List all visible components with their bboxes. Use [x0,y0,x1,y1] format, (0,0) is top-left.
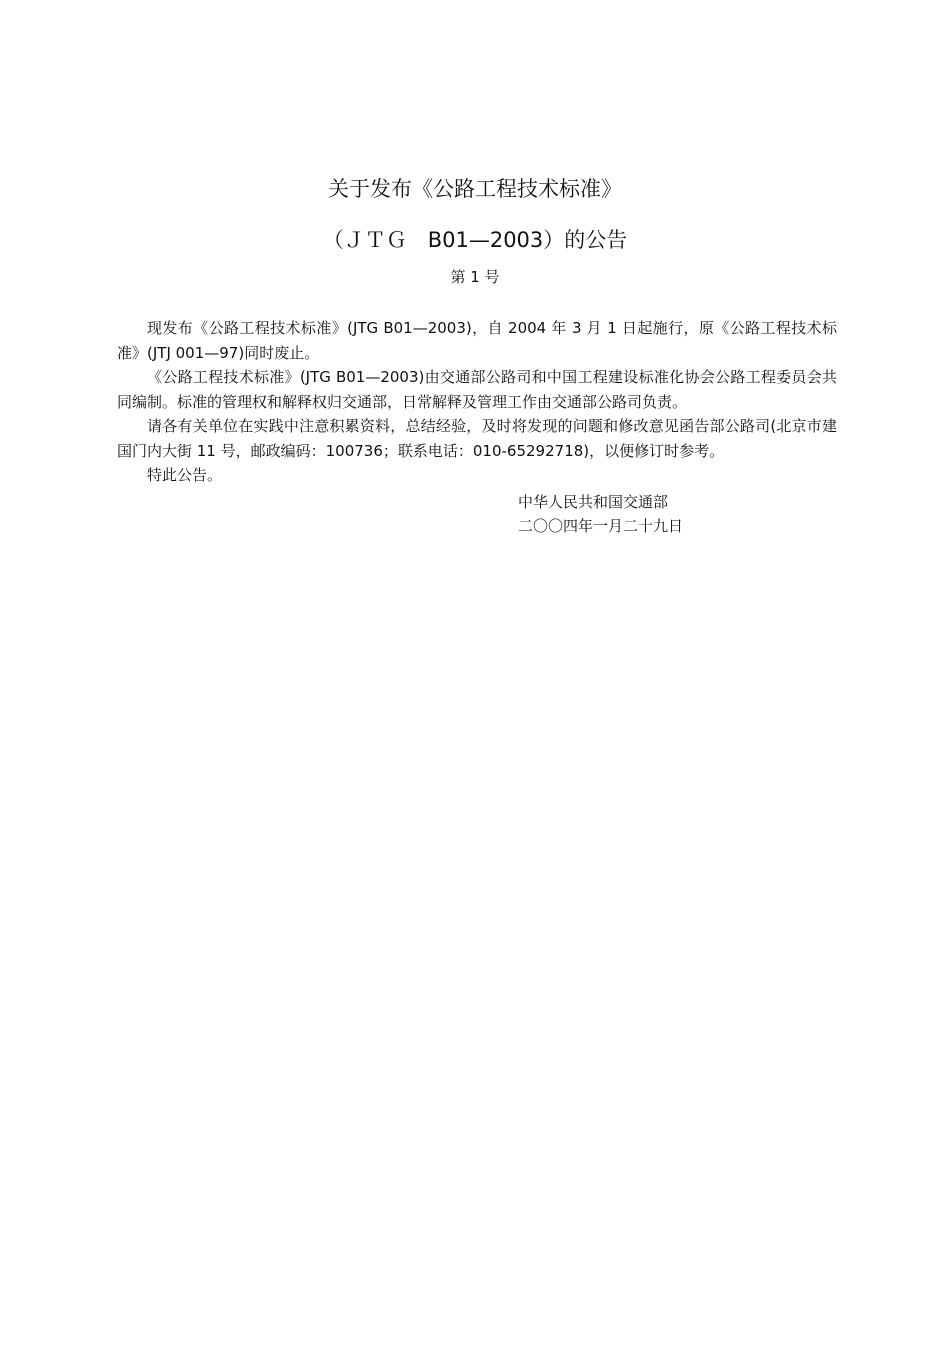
signature-organization: 中华人民共和国交通部 [518,493,669,511]
body-paragraph: 请各有关单位在实践中注意积累资料，总结经验，及时将发现的问题和修改意见函告部公路司(北京市建国门内大街 11 号，邮政编码：100736；联系电话：010-65292718)，以便修订时参考。 [117,417,837,460]
body-paragraph: 特此公告。 [147,466,223,484]
body-paragraph: 现发布《公路工程技术标准》(JTG B01—2003)，自 2004 年 3 月 1 日起施行，原《公路工程技术标准》(JTJ 001—97)同时废止。 [117,319,837,362]
announcement-number: 第 1 号 [450,268,500,286]
signature-date: 二〇〇四年一月二十九日 [518,517,684,535]
announcement-title: 关于发布《公路工程技术标准》 [328,177,622,201]
body-paragraph: 《公路工程技术标准》(JTG B01—2003)由交通部公路司和中国工程建设标准化协会公路工程委员会共同编制。标准的管理权和解释权归交通部，日常解释及管理工作由交通部公路司负责。 [117,368,837,411]
announcement-subtitle: （ＪＴＧ B01—2003）的公告 [322,228,628,252]
announcement-body [117,316,837,488]
